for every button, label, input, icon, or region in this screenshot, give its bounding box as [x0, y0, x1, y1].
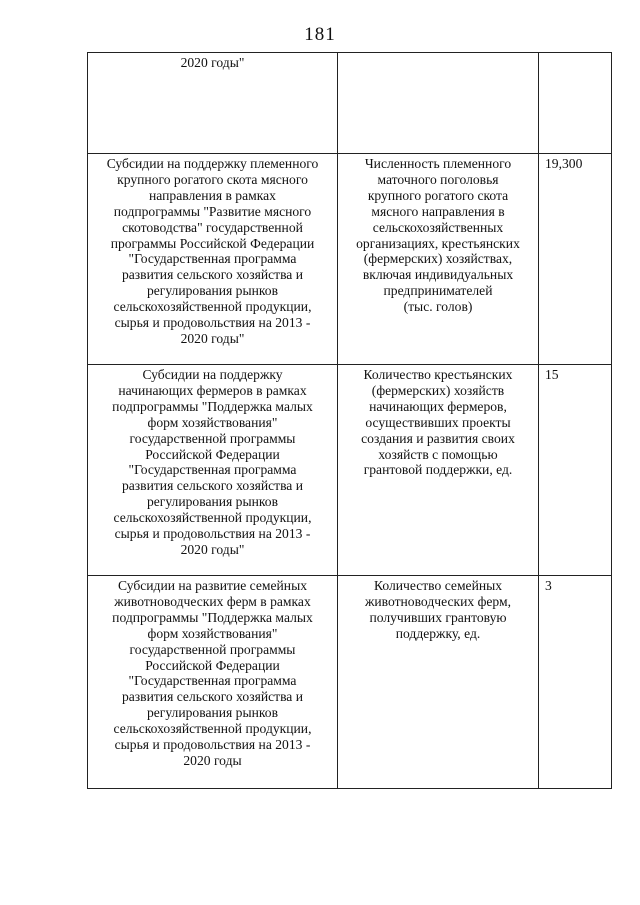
text-line: (фермерских) хозяйств — [371, 382, 505, 398]
text-line: регулирования рынков — [146, 283, 279, 299]
table-row — [88, 365, 612, 576]
text-line: крупного рогатого скота — [367, 187, 509, 203]
text-line: подпрограммы "Развитие мясного — [113, 203, 312, 219]
text-line: мясного направления в — [371, 203, 505, 219]
value-cell — [539, 576, 612, 789]
text-line: грантовой поддержки, ед. — [363, 462, 513, 478]
table-row — [88, 53, 612, 154]
text-line: Субсидии на развитие семейных — [117, 578, 308, 593]
text-line: сырья и продовольствия на 2013 - — [114, 526, 311, 542]
text-line: Российской Федерации — [145, 657, 280, 673]
text-line: получивших грантовую — [369, 609, 507, 625]
text-line: Субсидии на поддержку племенного — [106, 156, 319, 171]
text-line: сырья и продовольствия на 2013 - — [114, 315, 311, 331]
text-line: программы Российской Федерации — [110, 235, 315, 251]
description-text — [94, 578, 331, 769]
text-line: "Государственная программа — [128, 673, 297, 689]
description-text — [94, 156, 331, 347]
table-row — [88, 154, 612, 365]
text-line: сельскохозяйственной продукции, — [113, 721, 312, 737]
text-line: скотоводства" государственной — [122, 219, 303, 235]
value-cell — [539, 53, 612, 154]
value-cell — [539, 154, 612, 365]
text-line: животноводческих ферм в рамках — [114, 593, 311, 609]
description-cell — [88, 576, 338, 789]
indicator-cell — [338, 365, 539, 576]
subsidy-table — [87, 52, 612, 789]
indicator-cell — [338, 576, 539, 789]
text-line: Российской Федерации — [145, 446, 280, 462]
description-text — [94, 55, 331, 71]
page-number: 181 — [304, 24, 336, 45]
table-row — [88, 576, 612, 789]
text-line: "Государственная программа — [128, 462, 297, 478]
text-line: (фермерских) хозяйствах, — [363, 251, 513, 267]
value-text: 3 — [545, 578, 552, 593]
text-line: подпрограммы "Поддержка малых — [112, 398, 313, 414]
table-body — [88, 53, 612, 789]
text-line: форм хозяйствования" — [147, 414, 278, 430]
text-line: 2020 годы" — [180, 330, 245, 346]
text-line: сельскохозяйственной продукции, — [113, 510, 312, 526]
text-line: 2020 годы — [183, 752, 242, 768]
text-line: регулирования рынков — [146, 494, 279, 510]
text-line: развития сельского хозяйства и — [121, 267, 304, 283]
value-text: 15 — [545, 367, 559, 382]
text-line: сельскохозяйственной продукции, — [113, 299, 312, 315]
text-line: осуществивших проекты — [365, 414, 511, 430]
text-line: хозяйств с помощью — [378, 446, 498, 462]
text-line: включая индивидуальных — [362, 267, 514, 283]
value-text: 19,300 — [545, 156, 583, 171]
text-line: животноводческих ферм, — [364, 593, 512, 609]
text-line: создания и развития своих — [361, 430, 515, 446]
text-line: регулирования рынков — [146, 705, 279, 721]
text-line: Численность племенного — [364, 156, 512, 171]
indicator-cell — [338, 53, 539, 154]
text-line: государственной программы — [129, 641, 296, 657]
text-line: государственной программы — [129, 430, 296, 446]
indicator-text — [344, 367, 532, 478]
text-line: крупного рогатого скота мясного — [117, 171, 308, 187]
value-cell — [539, 365, 612, 576]
text-line: (тыс. голов) — [403, 299, 473, 315]
text-line: начинающих фермеров, — [369, 398, 507, 414]
description-cell — [88, 53, 338, 154]
text-line: маточного поголовья — [377, 171, 499, 187]
text-line: направления в рамках — [149, 187, 276, 203]
indicator-text — [344, 156, 532, 315]
text-line: 2020 годы" — [180, 541, 245, 557]
indicator-cell — [338, 154, 539, 365]
text-line: начинающих фермеров в рамках — [118, 382, 307, 398]
text-line: сельскохозяйственных — [372, 219, 504, 235]
text-line: Субсидии на поддержку — [142, 367, 283, 382]
text-line: 2020 годы" — [180, 55, 245, 70]
indicator-text — [344, 578, 532, 642]
text-line: Количество крестьянских — [363, 367, 513, 382]
text-line: организациях, крестьянских — [356, 235, 520, 251]
text-line: "Государственная программа — [128, 251, 297, 267]
text-line: подпрограммы "Поддержка малых — [112, 609, 313, 625]
text-line: сырья и продовольствия на 2013 - — [114, 737, 311, 753]
description-text — [94, 367, 331, 558]
text-line: развития сельского хозяйства и — [121, 478, 304, 494]
text-line: поддержку, ед. — [395, 625, 481, 641]
text-line: развития сельского хозяйства и — [121, 689, 304, 705]
text-line: форм хозяйствования" — [147, 625, 278, 641]
text-line: Количество семейных — [373, 578, 503, 593]
description-cell — [88, 365, 338, 576]
description-cell — [88, 154, 338, 365]
text-line: предпринимателей — [383, 283, 493, 299]
